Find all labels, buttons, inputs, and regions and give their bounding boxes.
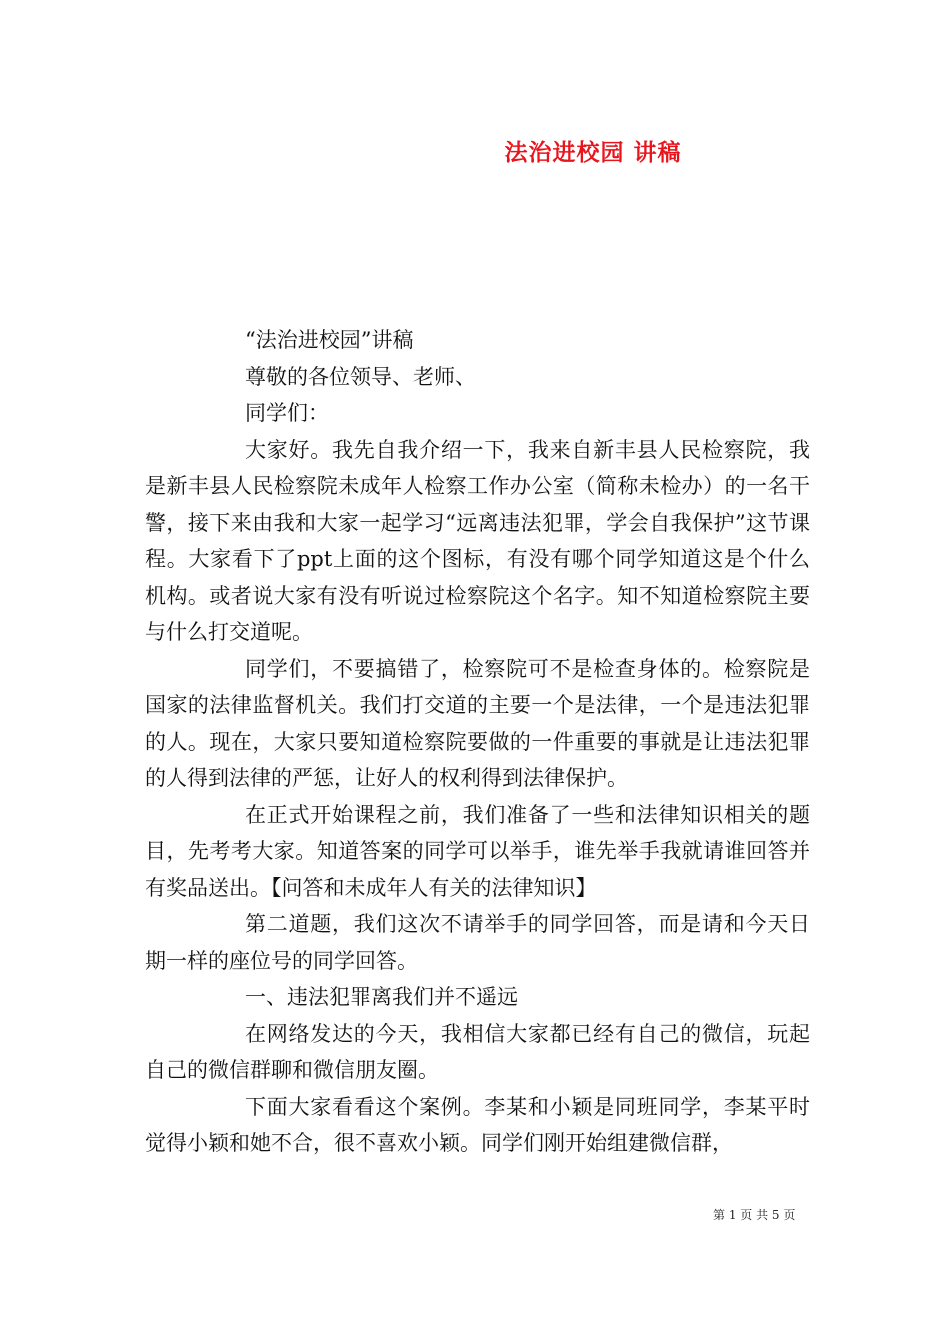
- paragraph-introduction: 大家好。我先自我介绍一下，我来自新丰县人民检察院，我是新丰县人民检察院未成年人检察工作办公室（简称未检办）的一名干警，接下来由我和大家一起学习“远离违法犯罪，学会自我保护”这节课程。大家看下了ppt上面的这个图标，有没有哪个同学知道这是个什么机构。或者说大家有没有听说过检察院这个名字。知不知道检察院主要与什么打交道呢。: [145, 437, 810, 644]
- paragraph-salutation-2: 同学们：: [245, 401, 329, 425]
- paragraph-case: 下面大家看看这个案例。李某和小颖是同班同学，李某平时觉得小颖和她不合，很不喜欢小颖。同学们刚开始组建微信群，: [145, 1094, 810, 1155]
- paragraph-speech-heading: “法治进校园”讲稿: [245, 328, 414, 352]
- paragraph-salutation-1: 尊敬的各位领导、老师、: [245, 364, 476, 389]
- paragraph-second-question: 第二道题，我们这次不请举手的同学回答，而是请和今天日期一样的座位号的同学回答。: [145, 912, 810, 973]
- document-body: [145, 322, 810, 1162]
- paragraph-procuratorate: 同学们，不要搞错了，检察院可不是检查身体的。检察院是国家的法律监督机关。我们打交道的主要一个是法律，一个是违法犯罪的人。现在，大家只要知道检察院要做的一件重要的事就是让违法犯罪的人得到法律的严惩，让好人的权利得到法律保护。: [145, 656, 810, 790]
- document-title: 法治进校园 讲稿: [504, 140, 682, 166]
- paragraph-wechat: 在网络发达的今天，我相信大家都已经有自己的微信，玩起自己的微信群聊和微信朋友圈。: [145, 1021, 810, 1082]
- section-heading-1: 一、违法犯罪离我们并不遥远: [245, 985, 518, 1009]
- page-number-footer: 第 1 页 共 5 页: [713, 1208, 796, 1222]
- paragraph-quiz-intro: 在正式开始课程之前，我们准备了一些和法律知识相关的题目，先考考大家。知道答案的同学可以举手，谁先举手我就请谁回答并有奖品送出。【问答和未成年人有关的法律知识】: [145, 802, 810, 900]
